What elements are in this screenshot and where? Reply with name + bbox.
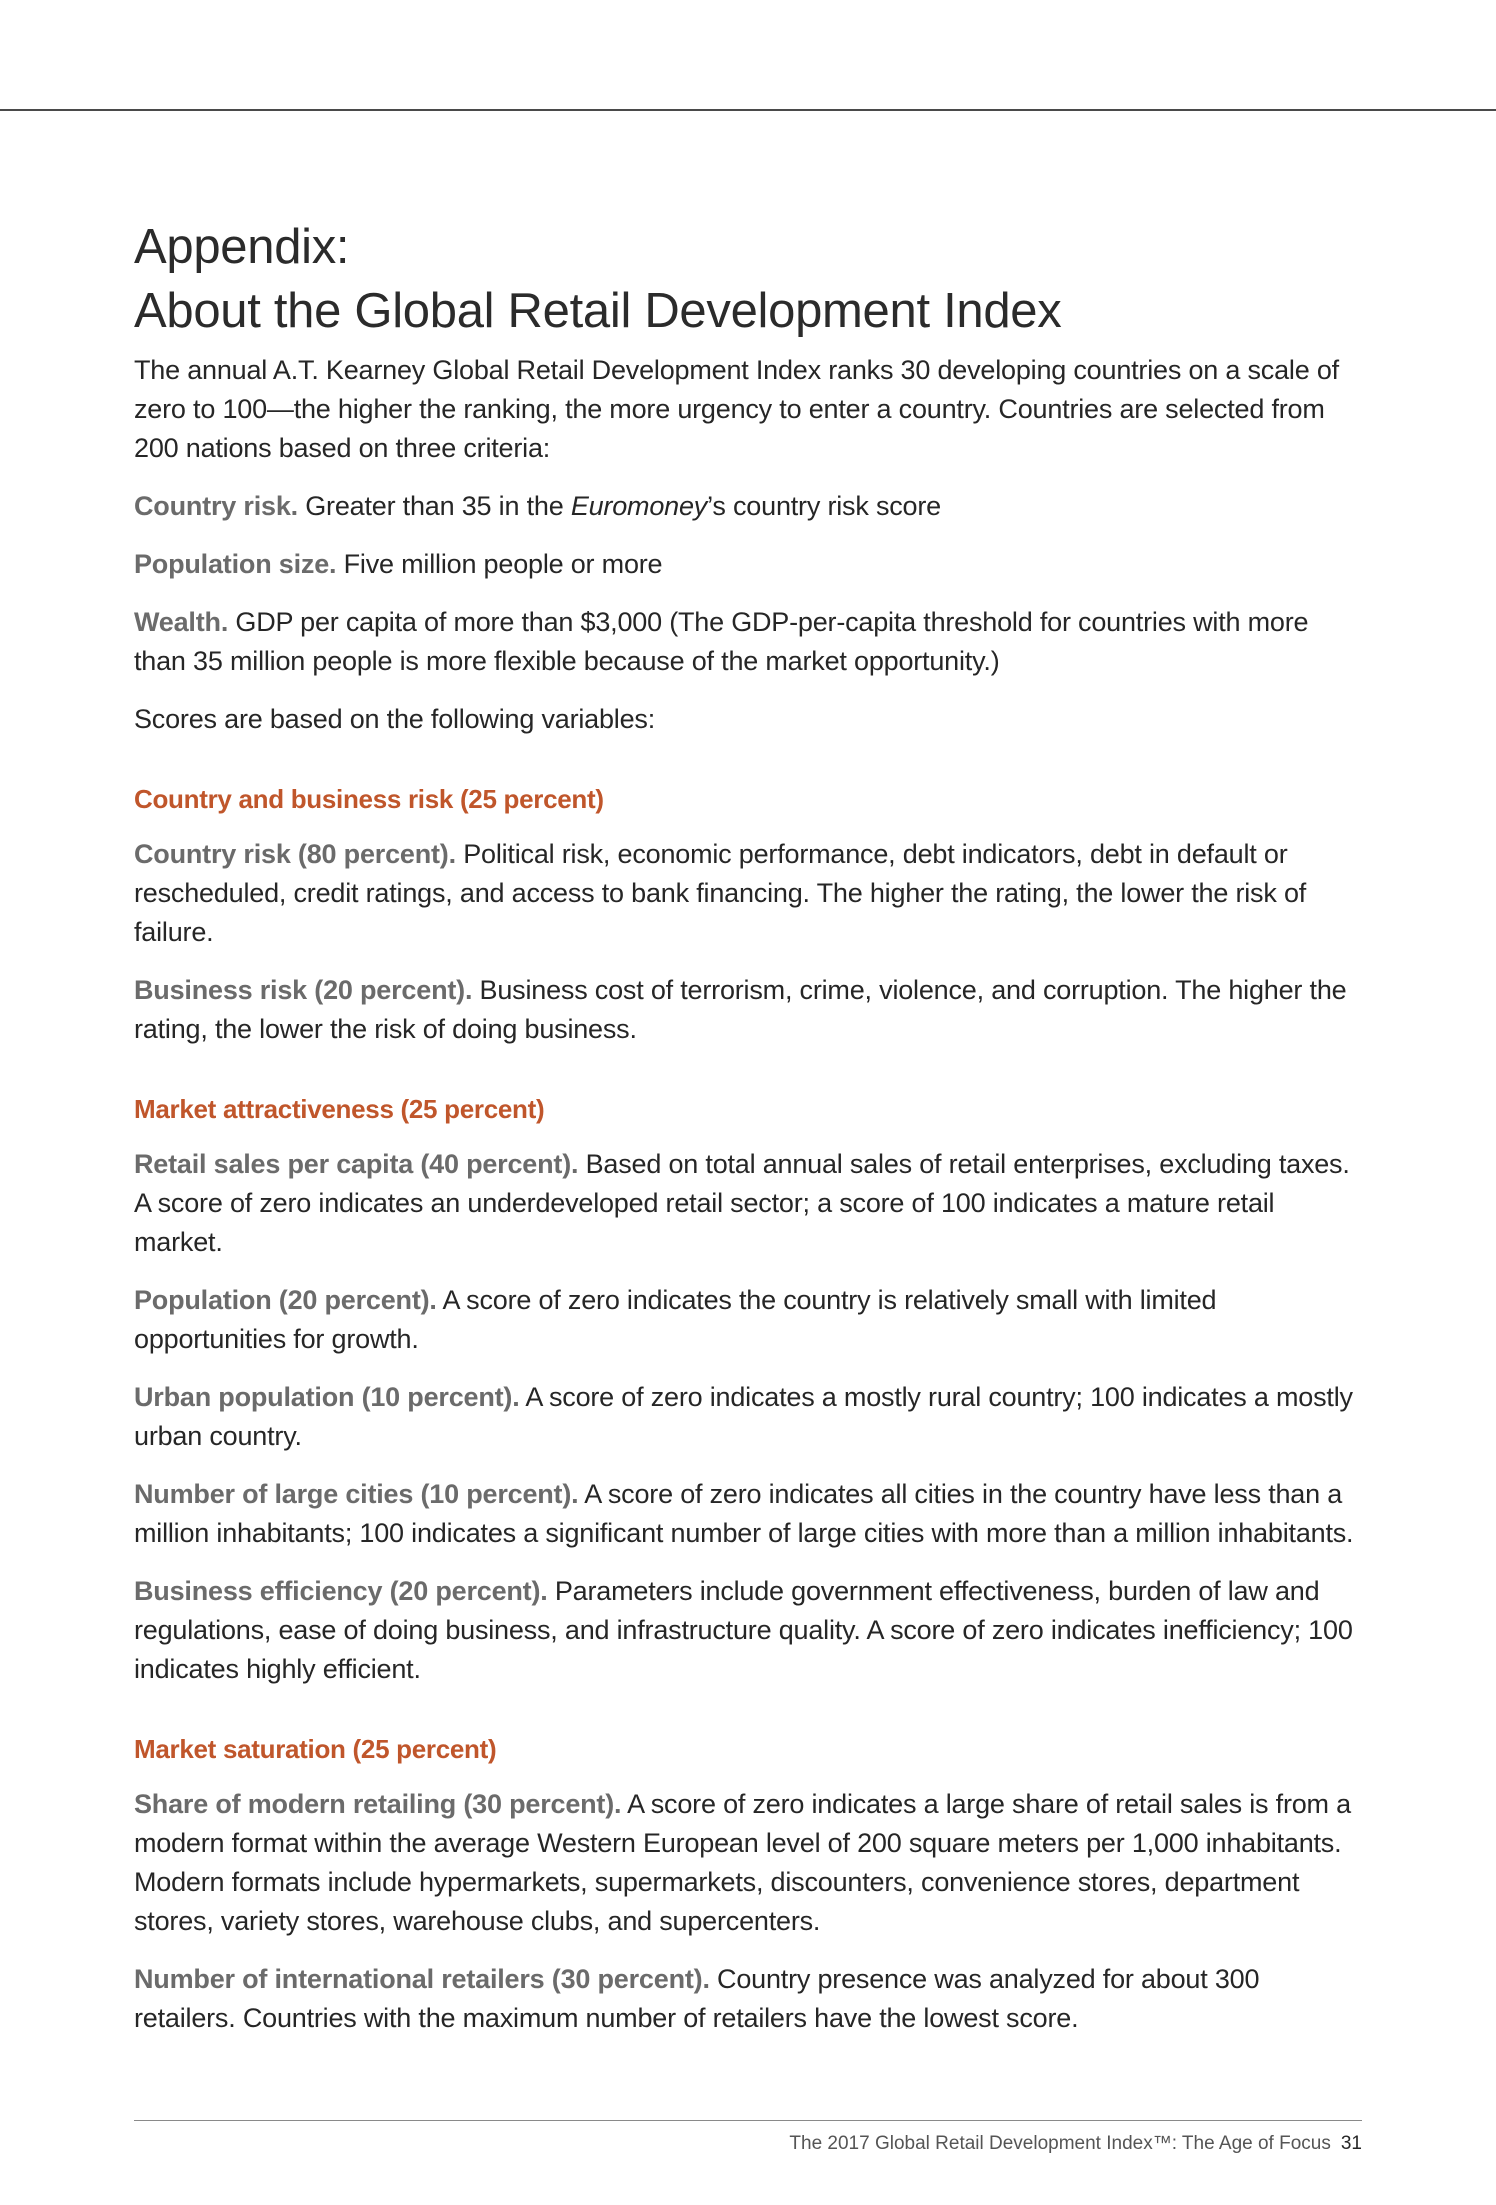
- criterion-text: GDP per capita of more than $3,000 (The GDP-per-capita threshold for countries with more than 35 million people is more flexible because of the market opportunity.): [134, 607, 1309, 676]
- section-heading-market-saturation: Market saturation (25 percent): [134, 1734, 497, 1764]
- variable-item: [134, 971, 1364, 1049]
- variable-text: Business cost of terrorism, crime, violence, and corruption. The higher the rating, the lower the risk of doing business.: [134, 975, 1347, 1044]
- variable-text: Political risk, economic performance, debt indicators, debt in default or rescheduled, credit ratings, and access to bank financing. The higher the rating, the lower the risk of failure.: [134, 839, 1307, 947]
- page-number: 31: [1340, 2133, 1362, 2154]
- variable-term: Number of international retailers (30 percent).: [134, 1964, 710, 1994]
- variable-term: Business efficiency (20 percent).: [134, 1576, 548, 1606]
- variable-item: [134, 835, 1364, 952]
- variable-item: [134, 1785, 1364, 1941]
- variable-text: Parameters include government effectiveness, burden of law and regulations, ease of doing business, and infrastructure quality. A score of zero indicates inefficiency; 100 indicates highly efficient.: [134, 1576, 1353, 1684]
- title-line-1: Appendix:: [134, 220, 350, 274]
- variable-text: A score of zero indicates a mostly rural country; 100 indicates a mostly urban country.: [134, 1382, 1353, 1451]
- variable-item: [134, 1960, 1364, 2038]
- variable-text: Country presence was analyzed for about 300 retailers. Countries with the maximum number of retailers have the lowest score.: [134, 1964, 1260, 2033]
- criterion-text: Greater than 35 in the: [297, 491, 571, 521]
- scores-intro: Scores are based on the following variables:: [134, 704, 656, 734]
- page-content: [134, 215, 1364, 2038]
- variable-term: Population (20 percent).: [134, 1285, 437, 1315]
- variable-item: [134, 1281, 1364, 1359]
- variable-term: Retail sales per capita (40 percent).: [134, 1149, 579, 1179]
- criterion-population-size: [134, 545, 1364, 584]
- variable-term: Number of large cities (10 percent).: [134, 1479, 579, 1509]
- top-divider: [0, 109, 1496, 111]
- criterion-wealth: [134, 603, 1364, 681]
- criterion-country-risk: [134, 487, 1364, 526]
- criterion-term: Wealth.: [134, 607, 229, 637]
- title-line-2: About the Global Retail Development Index: [134, 284, 1062, 338]
- variable-term: Share of modern retailing (30 percent).: [134, 1789, 622, 1819]
- variable-text: A score of zero indicates all cities in the country have less than a million inhabitants; 100 indicates a significant number of large cities with more than a million inhabitants.: [134, 1479, 1354, 1548]
- variable-term: Business risk (20 percent).: [134, 975, 473, 1005]
- criterion-italic-source: Euromoney: [570, 491, 708, 521]
- criterion-term: Country risk.: [134, 491, 298, 521]
- variable-term: Country risk (80 percent).: [134, 839, 456, 869]
- intro-paragraph: The annual A.T. Kearney Global Retail Development Index ranks 30 developing countries on a scale of zero to 100—the higher the ranking, the more urgency to enter a country. Countries are selected from 200 nations based on three criteria:: [134, 355, 1339, 463]
- variable-item: [134, 1475, 1364, 1553]
- footer-title: The 2017 Global Retail Development Index™: The Age of Focus: [789, 2133, 1331, 2154]
- criterion-text: Five million people or more: [336, 549, 663, 579]
- variable-item: [134, 1378, 1364, 1456]
- criterion-term: Population size.: [134, 549, 337, 579]
- variable-term: Urban population (10 percent).: [134, 1382, 520, 1412]
- variable-item: [134, 1145, 1364, 1262]
- page-footer: [789, 2131, 1362, 2157]
- section-heading-market-attractiveness: Market attractiveness (25 percent): [134, 1094, 545, 1124]
- footer-divider: [134, 2120, 1362, 2121]
- variable-text: A score of zero indicates a large share of retail sales is from a modern format within the average Western European level of 200 square meters per 1,000 inhabitants. Modern formats include hypermarkets, supermarkets, discounters, convenience stores, department stores, variety stores, warehouse clubs, and supercenters.: [134, 1789, 1351, 1936]
- variable-item: [134, 1572, 1364, 1689]
- criterion-text: ’s country risk score: [707, 491, 941, 521]
- variable-text: Based on total annual sales of retail enterprises, excluding taxes. A score of zero indicates an underdeveloped retail sector; a score of 100 indicates a mature retail market.: [134, 1149, 1350, 1257]
- variable-text: A score of zero indicates the country is relatively small with limited opportunities for growth.: [134, 1285, 1217, 1354]
- section-heading-country-business-risk: Country and business risk (25 percent): [134, 784, 604, 814]
- page-title: [134, 215, 1364, 343]
